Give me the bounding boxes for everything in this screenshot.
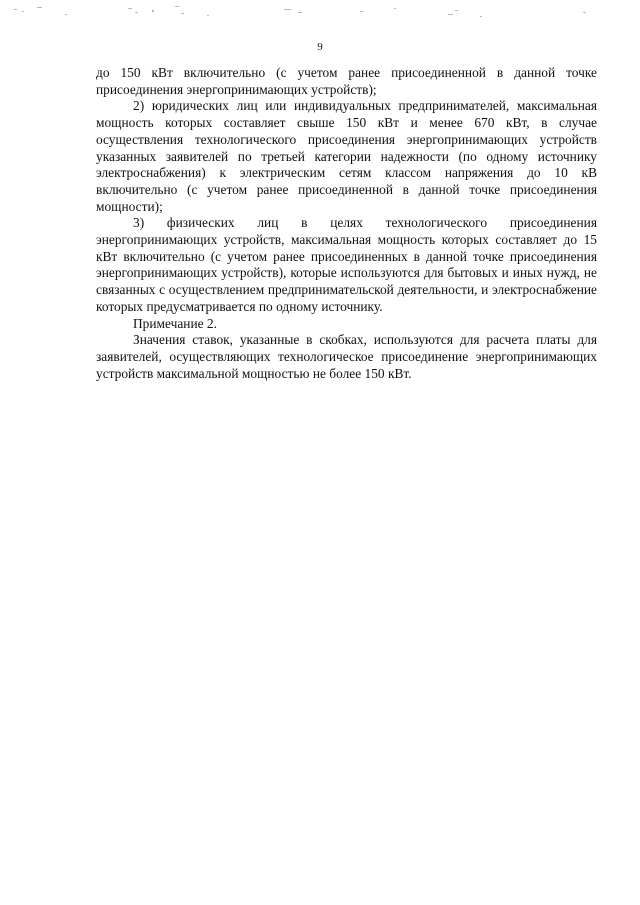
paragraph-item-3: 3) физических лиц в целях технологического присоединения энергопринимающих устройств, максимальная мощность которых составляет до 15 кВт включительно (с учетом ранее присоединенных в данной точке присоединения энергопринимающих устройств), которые используются для бытовых и иных нужд, не связанных с осуществлением предпринимательской деятельности, и электроснабжение которых предусматривается по одному источнику. xyxy=(96,215,597,314)
note-text: Значения ставок, указанные в скобках, используются для расчета платы для заявителей, осуществляющих технологическое присоединение энергопринимающих устройств максимальной мощностью не более 150 кВт. xyxy=(96,332,597,381)
page-number: 9 xyxy=(317,41,323,53)
paragraph-continuation: до 150 кВт включительно (с учетом ранее присоединенной в данной точке присоединения энергопринимающих устройств); xyxy=(96,65,597,97)
document-body xyxy=(96,65,597,382)
note-title: Примечание 2. xyxy=(133,315,217,331)
scan-noise-marks xyxy=(0,0,640,26)
paragraph-item-2: 2) юридических лиц или индивидуальных предпринимателей, максимальная мощность которых составляет свыше 150 кВт и менее 670 кВт, в случае осуществления технологического присоединения энергопринимающих устройств указанных заявителей по третьей категории надежности (по одному источнику электроснабжения) к электрическим сетям классом напряжения до 10 кВ включительно (с учетом ранее присоединенной в данной точке присоединения мощности); xyxy=(96,98,597,214)
